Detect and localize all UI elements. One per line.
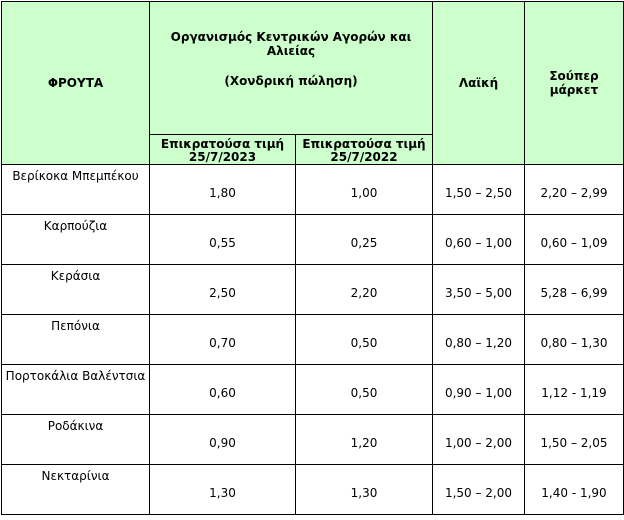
price-supermarket: 0,60 – 1,09	[525, 215, 624, 265]
price-2023: 0,90	[150, 415, 296, 465]
price-laiki: 1,00 – 2,00	[433, 415, 525, 465]
price-2023: 1,80	[150, 165, 296, 215]
price-laiki: 3,50 – 5,00	[433, 265, 525, 315]
price-supermarket: 5,28 – 6,99	[525, 265, 624, 315]
table-row	[2, 415, 624, 465]
price-laiki: 0,60 – 1,00	[433, 215, 525, 265]
price-2022: 1,30	[296, 465, 433, 515]
fruit-name: Κεράσια	[2, 265, 150, 315]
price-2022: 2,20	[296, 265, 433, 315]
price-laiki: 0,80 – 1,20	[433, 315, 525, 365]
fruit-price-table	[1, 1, 624, 515]
header-price-2023: Επικρατούσα τιμή 25/7/2023	[150, 135, 296, 165]
price-2023: 2,50	[150, 265, 296, 315]
price-2023: 1,30	[150, 465, 296, 515]
price-2022: 0,25	[296, 215, 433, 265]
price-2022: 0,50	[296, 315, 433, 365]
price-supermarket: 1,50 – 2,05	[525, 415, 624, 465]
header-price-2022: Επικρατούσα τιμή 25/7/2022	[296, 135, 433, 165]
table-row	[2, 265, 624, 315]
organization-subtitle: (Χονδρική πώληση)	[224, 74, 358, 88]
price-laiki: 1,50 – 2,50	[433, 165, 525, 215]
fruit-name: Ροδάκινα	[2, 415, 150, 465]
fruit-name: Βερίκοκα Μπεμπέκου	[2, 165, 150, 215]
fruit-name: Πεπόνια	[2, 315, 150, 365]
price-2023: 0,55	[150, 215, 296, 265]
table-row	[2, 315, 624, 365]
fruit-name: Καρπούζια	[2, 215, 150, 265]
header-laiki: Λαϊκή	[433, 2, 525, 165]
price-2023: 0,60	[150, 365, 296, 415]
table-row	[2, 365, 624, 415]
table-row	[2, 215, 624, 265]
price-2022: 0,50	[296, 365, 433, 415]
header-organization	[150, 2, 433, 135]
header-supermarket: Σούπερ μάρκετ	[525, 2, 624, 165]
price-laiki: 0,90 – 1,00	[433, 365, 525, 415]
fruit-name: Πορτοκάλια Βαλέντσια	[2, 365, 150, 415]
price-supermarket: 1,12 - 1,19	[525, 365, 624, 415]
organization-title: Οργανισμός Κεντρικών Αγορών και Αλιείας	[170, 30, 412, 58]
price-supermarket: 2,20 – 2,99	[525, 165, 624, 215]
header-fruit: ΦΡΟΥΤΑ	[2, 2, 150, 165]
fruit-name: Νεκταρίνια	[2, 465, 150, 515]
price-2022: 1,00	[296, 165, 433, 215]
price-laiki: 1,50 – 2,00	[433, 465, 525, 515]
table-row	[2, 465, 624, 515]
price-2022: 1,20	[296, 415, 433, 465]
price-supermarket: 1,40 - 1,90	[525, 465, 624, 515]
table-row	[2, 165, 624, 215]
header-row-top	[2, 2, 624, 135]
price-2023: 0,70	[150, 315, 296, 365]
price-supermarket: 0,80 – 1,30	[525, 315, 624, 365]
